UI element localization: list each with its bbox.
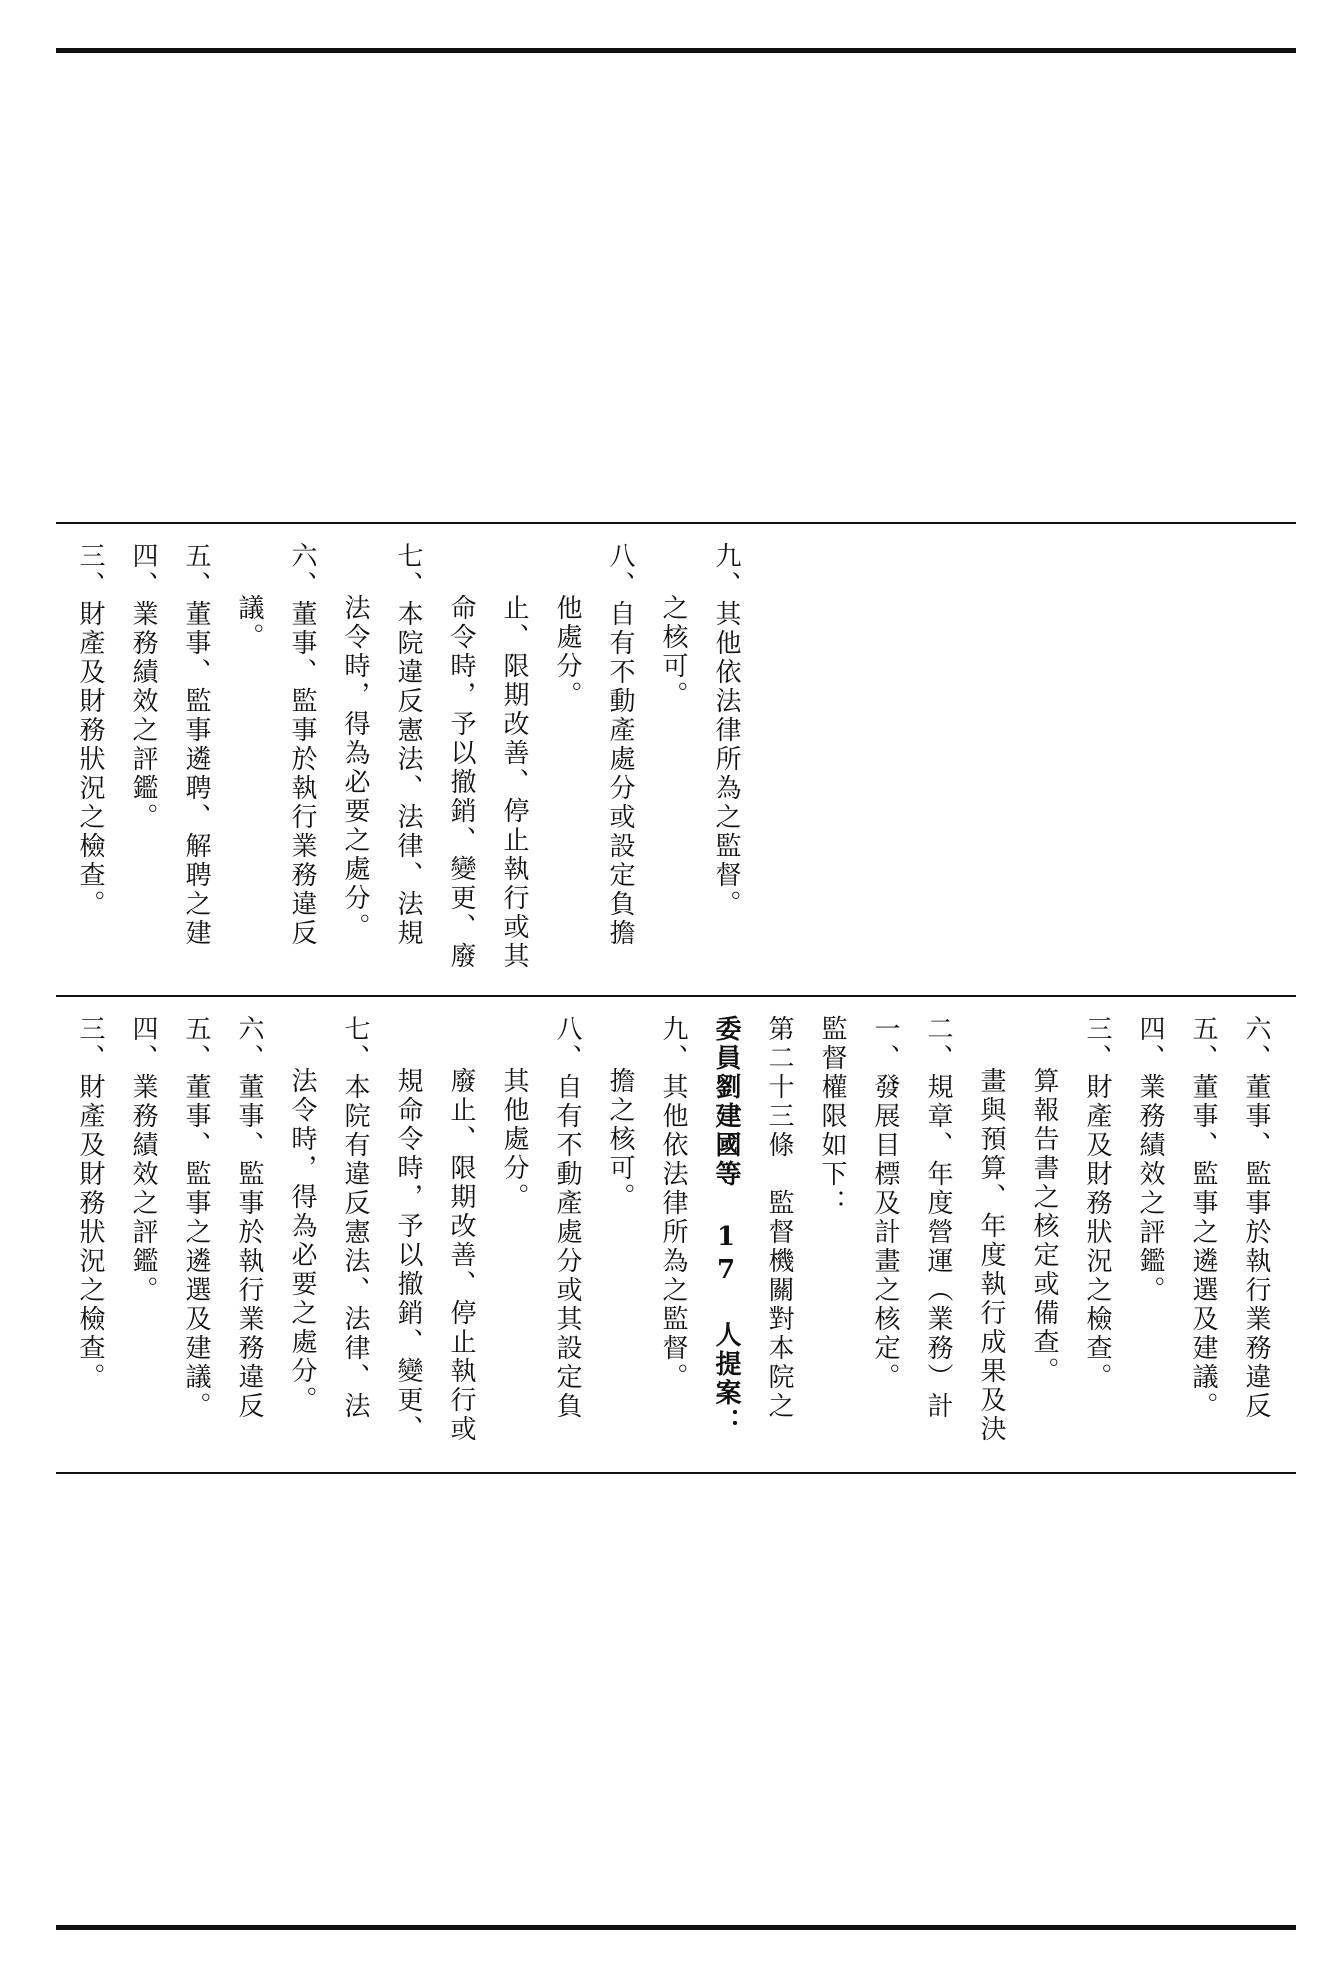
text-line: 五、董事、監事遴聘、解聘之建 — [181, 542, 211, 948]
text-line: 九、其他依法律所為之監督。 — [711, 542, 741, 919]
text-column — [1177, 1015, 1229, 1455]
text-column — [276, 1015, 328, 1507]
text-line: 六、董事、監事於執行業務違反 — [287, 542, 317, 948]
text-column — [170, 542, 222, 982]
text-line: 三、財產及財務狀況之檢查。 — [75, 1015, 105, 1392]
text-line: 二、規章、年度營運（業務）計 — [923, 1015, 953, 1421]
proposal-heading: 委員劉建國等 17 人提案： — [711, 1015, 741, 1437]
text-line: 廢止、限期改善、停止執行或 — [446, 1067, 476, 1444]
text-line: 法令時，得為必要之處分。 — [287, 1067, 317, 1415]
text-column — [488, 542, 540, 1034]
text-column — [382, 1015, 434, 1507]
text-column — [117, 1015, 169, 1455]
text-line: 三、財產及財務狀況之檢查。 — [1082, 1015, 1112, 1392]
text-column — [170, 1015, 222, 1455]
text-column — [435, 542, 487, 1034]
left-text-column-block — [56, 997, 1296, 1472]
text-column — [541, 542, 593, 1034]
text-column — [488, 1015, 540, 1507]
text-column — [806, 1015, 858, 1455]
text-column — [276, 542, 328, 982]
text-line: 第二十三條 監督機關對本院之 — [764, 1015, 794, 1421]
text-line: 五、董事、監事之遴選及建議。 — [181, 1015, 211, 1421]
text-column — [1071, 1015, 1123, 1455]
text-line: 四、業務績效之評鑑。 — [128, 542, 158, 832]
text-column — [223, 542, 275, 1034]
text-column — [117, 542, 169, 982]
text-column — [594, 1015, 646, 1507]
text-line: 之核可。 — [658, 594, 688, 710]
text-line: 五、董事、監事之遴選及建議。 — [1188, 1015, 1218, 1421]
text-column — [700, 542, 752, 982]
text-column — [329, 542, 381, 1034]
text-line: 七、本院違反憲法、法律、法規 — [393, 542, 423, 948]
right-text-column-block — [56, 524, 1296, 995]
text-line: 七、本院有違反憲法、法律、法 — [340, 1015, 370, 1421]
text-line: 法令時，得為必要之處分。 — [340, 594, 370, 942]
text-line: 畫與預算、年度執行成果及決 — [976, 1067, 1006, 1444]
text-line: 六、董事、監事於執行業務違反 — [1241, 1015, 1271, 1421]
text-column — [647, 542, 699, 1034]
text-line: 八、自有不動產處分或設定負擔 — [605, 542, 635, 948]
text-column — [541, 1015, 593, 1455]
text-column — [912, 1015, 964, 1455]
text-line: 擔之核可。 — [605, 1067, 635, 1212]
text-line: 八、自有不動產處分或其設定負 — [552, 1015, 582, 1421]
text-column — [1124, 1015, 1176, 1455]
text-column — [64, 542, 116, 982]
text-line: 九、其他依法律所為之監督。 — [658, 1015, 688, 1392]
text-line: 監督權限如下： — [817, 1015, 847, 1218]
text-line: 他處分。 — [552, 594, 582, 710]
text-column — [223, 1015, 275, 1455]
text-line: 規命令時，予以撤銷、變更、 — [393, 1067, 423, 1444]
text-column — [1230, 1015, 1282, 1455]
text-line: 四、業務績效之評鑑。 — [1135, 1015, 1165, 1305]
text-column — [700, 1015, 752, 1455]
text-line: 算報告書之核定或備查。 — [1029, 1067, 1059, 1386]
text-column — [594, 542, 646, 982]
text-column — [382, 542, 434, 982]
bottom-border-rule — [56, 1925, 1296, 1930]
section-divider-lower — [56, 1472, 1296, 1474]
text-line: 六、董事、監事於執行業務違反 — [234, 1015, 264, 1421]
text-line: 議。 — [234, 594, 264, 652]
text-line: 命令時，予以撤銷、變更、廢 — [446, 594, 476, 971]
text-line: 三、財產及財務狀況之檢查。 — [75, 542, 105, 919]
text-line: 一、發展目標及計畫之核定。 — [870, 1015, 900, 1392]
text-column — [329, 1015, 381, 1455]
text-line: 止、限期改善、停止執行或其 — [499, 594, 529, 971]
text-column — [647, 1015, 699, 1455]
text-column — [965, 1015, 1017, 1507]
text-column — [64, 1015, 116, 1455]
text-column — [435, 1015, 487, 1507]
text-line: 四、業務績效之評鑑。 — [128, 1015, 158, 1305]
text-column — [859, 1015, 911, 1455]
blank-header-area — [56, 53, 1296, 522]
text-line: 其他處分。 — [499, 1067, 529, 1212]
text-column — [1018, 1015, 1070, 1507]
text-column — [753, 1015, 805, 1455]
